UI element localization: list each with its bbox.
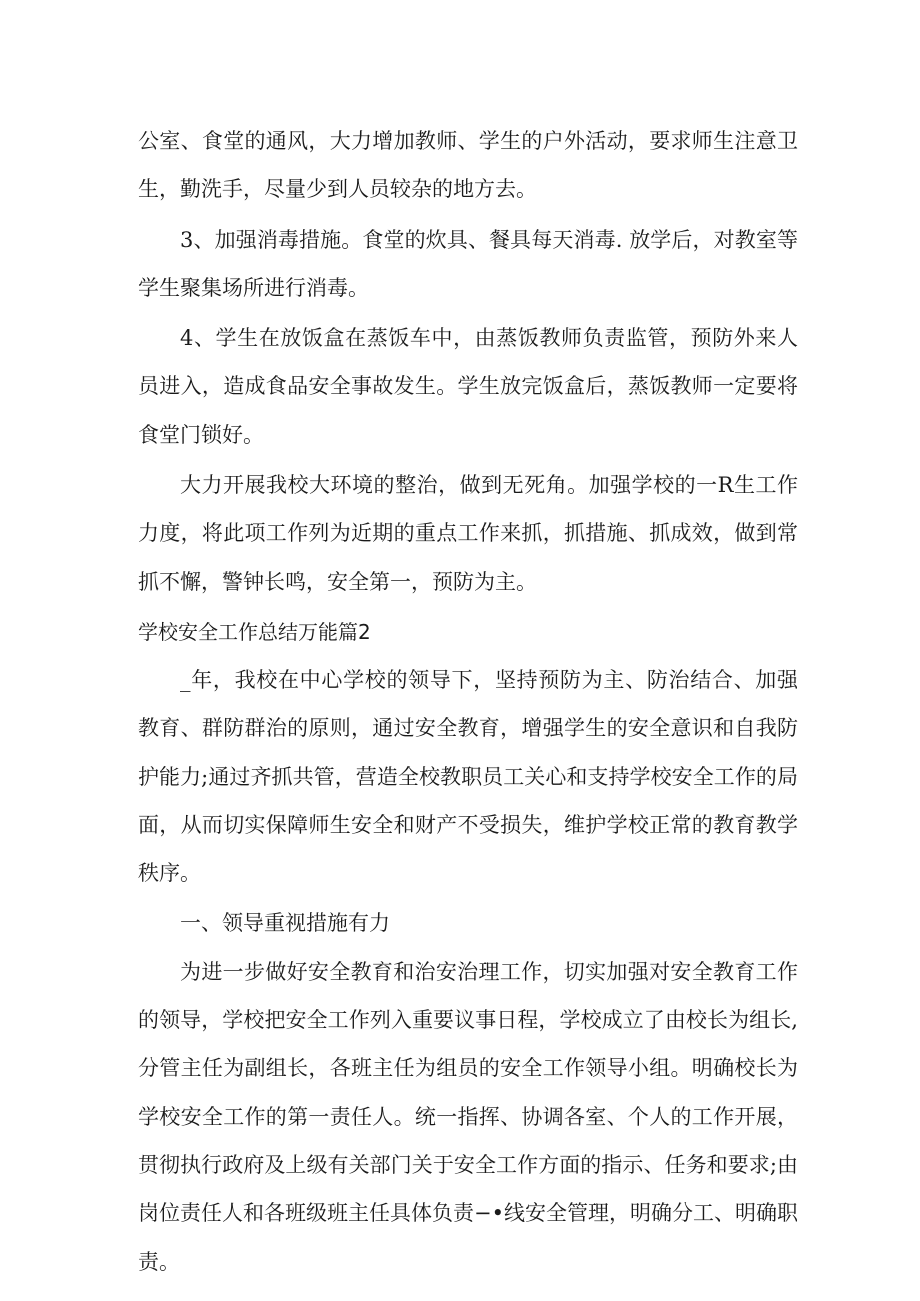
section-title: 学校安全工作总结万能篇2: [138, 619, 371, 644]
paragraph-lunchbox: 4、学生在放饭盒在蒸饭车中，由蒸饭教师负责监管，预防外来人员进入，造成食品安全事故发生。学生放完饭盒后，蒸饭教师一定要将食堂门锁好。: [138, 326, 798, 447]
document-body: [138, 117, 798, 1288]
subheading-leadership: 一、领导重视措施有力: [180, 911, 390, 936]
paragraph-intro: _年，我校在中心学校的领导下，坚持预防为主、防治结合、加强教育、群防群治的原则，通过安全教育，增强学生的安全意识和自我防护能力;通过齐抓共管，营造全校教职员工关心和支持学校安全工作的局面，从而切实保障师生安全和财产不受损失，维护学校正常的教育教学秩序。: [138, 667, 798, 886]
paragraph-leadership: 为进一步做好安全教育和治安治理工作，切实加强对安全教育工作的领导，学校把安全工作列入重要议事日程，学校成立了由校长为组长, 分管主任为副组长，各班主任为组员的安全工作领导小组。明确校长为学校安全工作的第一责任人。统一指挥、协调各室、个人的工作开展，贯彻执行政府及上级有关部门关于安全工作方面的指示、任务和要求;由岗位责任人和各班级班主任具体负责−•线安全管理，明确分工、明确职责。: [138, 959, 798, 1274]
paragraph-ventilation: 公室、食堂的通风，大力增加教师、学生的户外活动，要求师生注意卫生，勤洗手，尽量少到人员较杂的地方去。: [138, 129, 798, 202]
paragraph-environment: 大力开展我校大环境的整治，做到无死角。加强学校的一R生工作力度，将此项工作列为近期的重点工作来抓，抓措施、抓成效，做到常抓不懈，警钟长鸣，安全第一，预防为主。: [138, 473, 798, 594]
paragraph-disinfection: 3、加强消毒措施。食堂的炊具、餐具每天消毒. 放学后，对教室等学生聚集场所进行消毒。: [138, 227, 798, 300]
